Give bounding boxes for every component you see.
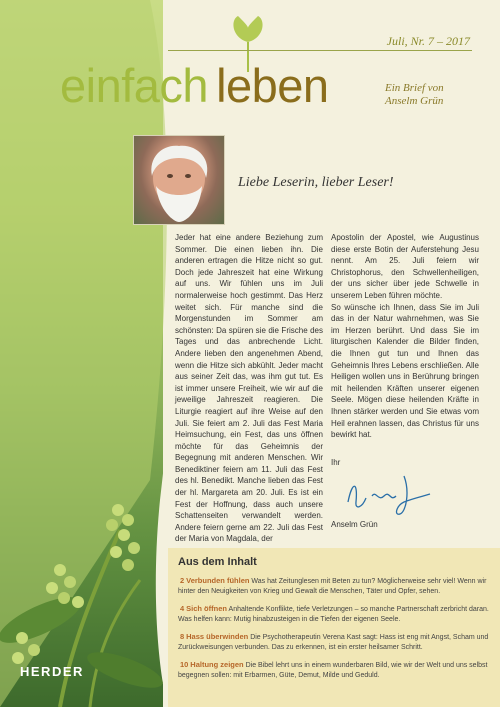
title-word-leben: leben bbox=[216, 59, 329, 112]
letter-author-name: Anselm Grün bbox=[331, 520, 378, 529]
letter-paragraph-1: Apostolin der Apostel, wie Augustinus diese erste Botin der Auferstehung Jesu nennt. Am 25. Juli feiern wir Christophorus, den Schwellenheiligen, der uns sicher über jede Schwelle in unserem Leben führen möchte. bbox=[331, 233, 479, 300]
toc-item[interactable] bbox=[178, 576, 496, 596]
toc-item-text: Die Bibel lehrt uns in einem wunderbaren Bild, wie wir der Welt und uns selbst begegnen sollen: mit Erbarmen, Güte, Demut, Milde und Geduld. bbox=[178, 662, 488, 679]
toc-item-text: Anhaltende Konflikte, tiefe Verletzungen – so manche Partnerschaft zerbricht daran. Was helfen kann: Mutig hinabzusteigen in die Tiefen der eigenen Seele. bbox=[178, 606, 489, 623]
letter-greeting: Liebe Leserin, lieber Leser! bbox=[238, 175, 394, 190]
toc-item-page: 2 bbox=[180, 576, 185, 585]
portrait-illustration bbox=[134, 136, 224, 224]
masthead-subtitle: Ein Brief von Anselm Grün bbox=[385, 82, 444, 107]
masthead-title bbox=[60, 58, 329, 113]
letter-closing: Ihr bbox=[331, 458, 341, 467]
toc-item-page: 10 bbox=[180, 660, 189, 669]
letter-column-1: Jeder hat eine andere Beziehung zum Sommer. Die einen lieben ihn. Die anderen ertragen die Hitze nicht so gut. Doch jede Jahreszeit hat eine Wirkung auf uns. Wir fühlen uns im Juli normalerweise hoch gestimmt. Das Herz weitet sich. Für manche sind die Morgenstunden im Sommer am schönsten: Da spüren sie die Frische des Tages und das anbrechende Licht. Andere lieben den angenehmen Abend, wenn die Hitze sich abkühlt. Jeder macht aus seiner Zeit das, was ihm gut tut. Es ist immer unsere Freiheit, wie wir auf die jeweilige Jahreszeit reagieren. Die Liturgie reagiert auf ihre Weise auf den Juli. Sie feiert am 2. Juli das Fest Maria Heimsuchung, ein Fest, das uns öffnen möchte für das Geheimnis der Begegnung mit anderen Menschen. Wir Benediktiner feiern am 11. Juli das Fest des hl. Benedikt. Manche lieben das Fest der hl. Margareta am 20. Juli. Es ist ein Fest der Hoffnung, dass auch unsere Schattenseiten verwandelt werden. Andere feiern gerne am 22. Juli das Fest der Maria von Magdala, der bbox=[175, 233, 323, 544]
toc-item-page: 8 bbox=[180, 632, 185, 641]
toc-heading: Aus dem Inhalt bbox=[178, 556, 257, 568]
toc-item[interactable] bbox=[178, 660, 496, 680]
toc-item-title: Hass überwinden bbox=[186, 632, 249, 641]
table-of-contents bbox=[168, 548, 500, 707]
letter-paragraph-2: So wünsche ich Ihnen, dass Sie im Juli das in der Natur wahrnehmen, was Sie im Herzen berührt. Und dass Sie im liturgischen Kalender die Bilder finden, die Ihnen gut tun und Ihnen das Geheimnis Ihres Lebens erschließen. Alle Heiligen wollen uns in Berührung bringen mit heilenden Kräften unserer eigenen Seele. Mögen diese heilenden Kräfte in Ihnen stärker werden und Sie etwas vom Heil erahnen lassen, das Christus für uns bewirkt hat. bbox=[331, 302, 479, 440]
handwritten-signature bbox=[344, 472, 434, 518]
author-portrait bbox=[133, 135, 225, 225]
toc-item[interactable] bbox=[178, 604, 496, 624]
letter-column-2 bbox=[331, 232, 479, 441]
toc-item-title: Sich öffnen bbox=[186, 604, 227, 613]
issue-label: Juli, Nr. 7 – 2017 bbox=[386, 34, 470, 48]
toc-item[interactable] bbox=[178, 632, 496, 652]
header-rule bbox=[168, 50, 472, 51]
title-word-einfach: einfach bbox=[60, 59, 209, 112]
publisher-logo: HERDER bbox=[20, 664, 84, 679]
toc-item-title: Haltung zeigen bbox=[190, 660, 244, 669]
toc-item-page: 4 bbox=[180, 604, 185, 613]
toc-item-title: Verbunden fühlen bbox=[186, 576, 250, 585]
toc-item-text: Was hat Zeitunglesen mit Beten zu tun? Möglicherweise sehr viel! Wenn wir hinter den Neuigkeiten von Krieg und Gewalt die Menschen, Täter und Opfer, sehen. bbox=[178, 578, 487, 595]
toc-item-text: Die Psychotherapeutin Verena Kast sagt: Hass ist eng mit Angst, Scham und Zurückweisungen verbunden. Das zu erkennen, ist ein erster heilsamer Schritt. bbox=[178, 634, 489, 651]
